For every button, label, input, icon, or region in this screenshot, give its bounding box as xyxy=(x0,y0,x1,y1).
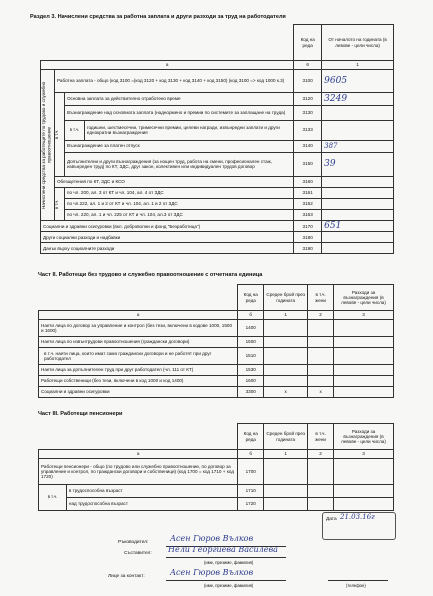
row-3190-value[interactable] xyxy=(322,243,394,254)
part3-table xyxy=(38,423,394,511)
row-3180-value[interactable] xyxy=(322,232,394,243)
compiler-signature[interactable]: Нели Георгиева Василева xyxy=(168,545,278,554)
p2-row-pay[interactable] xyxy=(334,376,394,387)
p2-row-pay[interactable] xyxy=(334,365,394,376)
part2-table xyxy=(38,284,394,398)
p2-idx: б xyxy=(238,311,264,320)
contact-signature[interactable]: Асен Гюров Вълков xyxy=(170,568,254,577)
p2-col-code: Код на реда xyxy=(238,285,264,311)
date-label: Дата xyxy=(326,517,337,522)
phone-hint: (телефон) xyxy=(346,583,366,588)
part2-title: Част II. Работещи без трудово и служебно правоотношение с отчетната единица xyxy=(38,272,263,278)
p2-row-label: Социални и здравни осигуровки xyxy=(39,387,238,398)
p3-row-code: 1710 xyxy=(238,485,264,498)
p2-row-label: Наети лица за допълнителен труд при друг работодател (чл. 111 от КТ) xyxy=(39,365,238,376)
row-3150-code: 3150 xyxy=(294,152,322,176)
p3-idx: б xyxy=(238,450,264,459)
p3-vtch: в т.ч. xyxy=(39,485,67,511)
p3-idx: 3 xyxy=(334,450,394,459)
side-label: Начислени средства за работещите по трудово и служебно правоотношение xyxy=(41,81,52,209)
p2-row-code: 1500 xyxy=(238,337,264,348)
col-header-start: От началото на годината (в левове - цели числа) xyxy=(322,25,394,61)
p3-row-pay[interactable] xyxy=(334,485,394,498)
p3-row-code: 1700 xyxy=(238,459,264,485)
p2-row-women: x xyxy=(308,387,334,398)
row-3133-value[interactable] xyxy=(322,120,394,140)
row-3190-label: Данък върху социалните разходи xyxy=(41,243,294,254)
p2-col-women: в т.ч. жени xyxy=(308,285,334,311)
row-3150-value[interactable]: 39 xyxy=(324,158,336,169)
row-3162-label: по чл.222, ал. 1 и 2 от КТ и чл. 104, ал. 1 и 2 от ЗДС xyxy=(64,199,293,210)
contact-line xyxy=(166,580,286,581)
p2-row-avg[interactable] xyxy=(264,320,308,337)
p3-row-label: Работещи пенсионери - общо (по трудово или служебно правоотношение, по договор за управление и контрол, по граждански договори и собственици) (код 1700 = код 1710 + код 1720) xyxy=(39,459,238,485)
p2-row-pay[interactable] xyxy=(334,387,394,398)
p2-idx: 2 xyxy=(308,311,334,320)
row-3120-code: 3120 xyxy=(294,93,322,106)
p3-idx: 1 xyxy=(264,450,308,459)
p2-row-pay[interactable] xyxy=(334,348,394,365)
row-3170-value[interactable]: 651 xyxy=(324,221,342,231)
row-3180-label: Други социални разходи и надбавки xyxy=(41,232,294,243)
row-3133-code: 3133 xyxy=(294,120,322,140)
vtch-label: в т.ч. xyxy=(53,129,59,139)
row-3130-code: 3130 xyxy=(294,105,322,120)
p3-row-code: 1720 xyxy=(238,498,264,511)
section3-table xyxy=(40,24,394,254)
p2-row-code: 1400 xyxy=(238,320,264,337)
p2-idx: 3 xyxy=(334,311,394,320)
part3-title: Част III. Работещи пенсионери xyxy=(38,411,123,417)
p3-row-avg[interactable] xyxy=(264,459,308,485)
p3-row-label: над трудоспособна възраст xyxy=(66,498,237,511)
p3-row-women[interactable] xyxy=(308,459,334,485)
row-3163-value[interactable] xyxy=(322,210,394,221)
p2-row-code: 1600 xyxy=(238,376,264,387)
p2-row-pay[interactable] xyxy=(334,320,394,337)
p3-row-women[interactable] xyxy=(308,485,334,498)
p3-row-pay[interactable] xyxy=(334,459,394,485)
p2-col-avg: Среден брой през годината xyxy=(264,285,308,311)
p2-row-pay[interactable] xyxy=(334,337,394,348)
vtch-inner: в т.ч. xyxy=(64,120,84,140)
p3-col-pay: Разходи за възнаграждения (в левове - цели числа) xyxy=(334,424,394,450)
row-3160-value[interactable] xyxy=(322,176,394,187)
p3-idx: 2 xyxy=(308,450,334,459)
p3-row-label: в трудоспособна възраст xyxy=(66,485,237,498)
p2-row-women[interactable] xyxy=(308,365,334,376)
idx-6: 6 xyxy=(294,61,322,70)
p3-row-avg[interactable] xyxy=(264,485,308,498)
row-3162-value[interactable] xyxy=(322,199,394,210)
row-3161-value[interactable] xyxy=(322,187,394,199)
contact-label: Лице за контакт: xyxy=(108,574,145,579)
compiler-label: Съставител: xyxy=(124,551,152,556)
p2-idx: 1 xyxy=(264,311,308,320)
row-3100-value[interactable]: 9605 xyxy=(324,75,348,86)
row-3130-label: Възнаграждение над основната заплата (наднормено и премии по системите за заплащане на труда) xyxy=(64,105,293,120)
manager-label: Ръководител: xyxy=(118,540,149,545)
row-3140-code: 3140 xyxy=(294,140,322,152)
name-hint: (име, презиме, фамилия) xyxy=(204,560,254,565)
idx-a: а xyxy=(41,61,294,70)
p2-row-avg[interactable] xyxy=(264,376,308,387)
row-3140-value[interactable]: 387 xyxy=(324,141,338,150)
p3-col-avg: Среден брой през годината xyxy=(264,424,308,450)
section3-title: Раздел 3. Начислени средства за работна заплата и други разходи за труд на работодателя xyxy=(30,14,286,20)
row-3130-value[interactable] xyxy=(322,105,394,120)
row-3150-label: Допълнителни и други възнаграждения (за нощен труд, работа на смени, професионален стаж, извънреден труд) по КТ, ЗДС, друг закон, колективен или индивидуален трудов договор xyxy=(64,152,293,176)
p2-row-women[interactable] xyxy=(308,337,334,348)
manager-signature[interactable]: Асен Гюров Вълков xyxy=(170,534,254,543)
row-3161-code: 3161 xyxy=(294,187,322,199)
p2-row-avg[interactable] xyxy=(264,337,308,348)
p3-row-women[interactable] xyxy=(308,498,334,511)
vtch-label-3160: в т.ч. xyxy=(53,199,59,209)
p3-col-code: Код на реда xyxy=(238,424,264,450)
date-value[interactable]: 21.03.16г xyxy=(340,513,375,521)
row-3160-code: 3160 xyxy=(294,176,322,187)
p2-row-avg[interactable] xyxy=(264,348,308,365)
row-3162-code: 3162 xyxy=(294,199,322,210)
row-3170-label: Социални и здравни осигуровки (вкл. доброволни и фонд "Безработица") xyxy=(41,221,294,232)
row-3100-code: 3100 xyxy=(294,70,322,93)
p2-row-avg[interactable] xyxy=(264,365,308,376)
p2-row-label: Наети лица по договор за управление и контрол (без тези, включени в кодове 1000, 1500 и 1600) xyxy=(39,320,238,337)
p2-row-label: Работещи собственици (без тези, включени в код 1000 и код 1400) xyxy=(39,376,238,387)
idx-1: 1 xyxy=(322,61,394,70)
row-3161-label: по чл. 200, ал. 3 от КТ и чл. 104, ал. 4 от ЗДС xyxy=(64,187,293,199)
row-3163-code: 3163 xyxy=(294,210,322,221)
col-header-code: Код на реда xyxy=(294,25,322,61)
p3-row-avg[interactable] xyxy=(264,498,308,511)
row-3180-code: 3180 xyxy=(294,232,322,243)
p2-row-women[interactable] xyxy=(308,320,334,337)
row-3140-label: Възнаграждение за платен отпуск xyxy=(64,140,293,152)
p2-row-code: 1510 xyxy=(238,348,264,365)
p3-col-women: в т.ч. жени xyxy=(308,424,334,450)
row-3133-label: годишни, шестмесечни, тримесечни премии, целеви награди, извънредни заплати и други еднократни възнаграждения xyxy=(84,120,293,140)
p3-row-pay[interactable] xyxy=(334,498,394,511)
p3-idx: а xyxy=(39,450,238,459)
p2-row-label: в т.ч. наети лица, които имат само граждански договори и не работят при друг работодател xyxy=(39,348,238,365)
p2-row-code: 3300 xyxy=(238,387,264,398)
row-3120-value[interactable]: 3249 xyxy=(324,93,348,104)
row-3100-label: Работна заплата - общо (код 3100 =(код 3120 + код 3130 + код 3140 + код 3150) (код 3100 => код 1000 к.3) xyxy=(54,70,293,93)
phone-line xyxy=(328,580,388,581)
p2-row-avg: x xyxy=(264,387,308,398)
p2-row-women[interactable] xyxy=(308,348,334,365)
p2-row-code: 1530 xyxy=(238,365,264,376)
row-3170-code: 3170 xyxy=(294,221,322,232)
p2-col-pay: Разходи за възнаграждения (в левове - цели числа) xyxy=(334,285,394,311)
p2-row-label: Наети лица по извънтрудови правоотношения (граждански договори) xyxy=(39,337,238,348)
p2-row-women[interactable] xyxy=(308,376,334,387)
row-3190-code: 3190 xyxy=(294,243,322,254)
row-3120-label: Основна заплата за действително отработено време xyxy=(64,93,293,106)
p2-idx: а xyxy=(39,311,238,320)
row-3160-label: Обезщетения по КТ, ЗДС и КСО xyxy=(54,176,293,187)
row-3163-label: по чл. 220, ал. 1 и чл. 225 от КТ и чл. 104, ал.3 от ЗДС xyxy=(64,210,293,221)
name-hint-2: (име, презиме, фамилия) xyxy=(204,583,254,588)
compiler-line xyxy=(166,557,286,558)
